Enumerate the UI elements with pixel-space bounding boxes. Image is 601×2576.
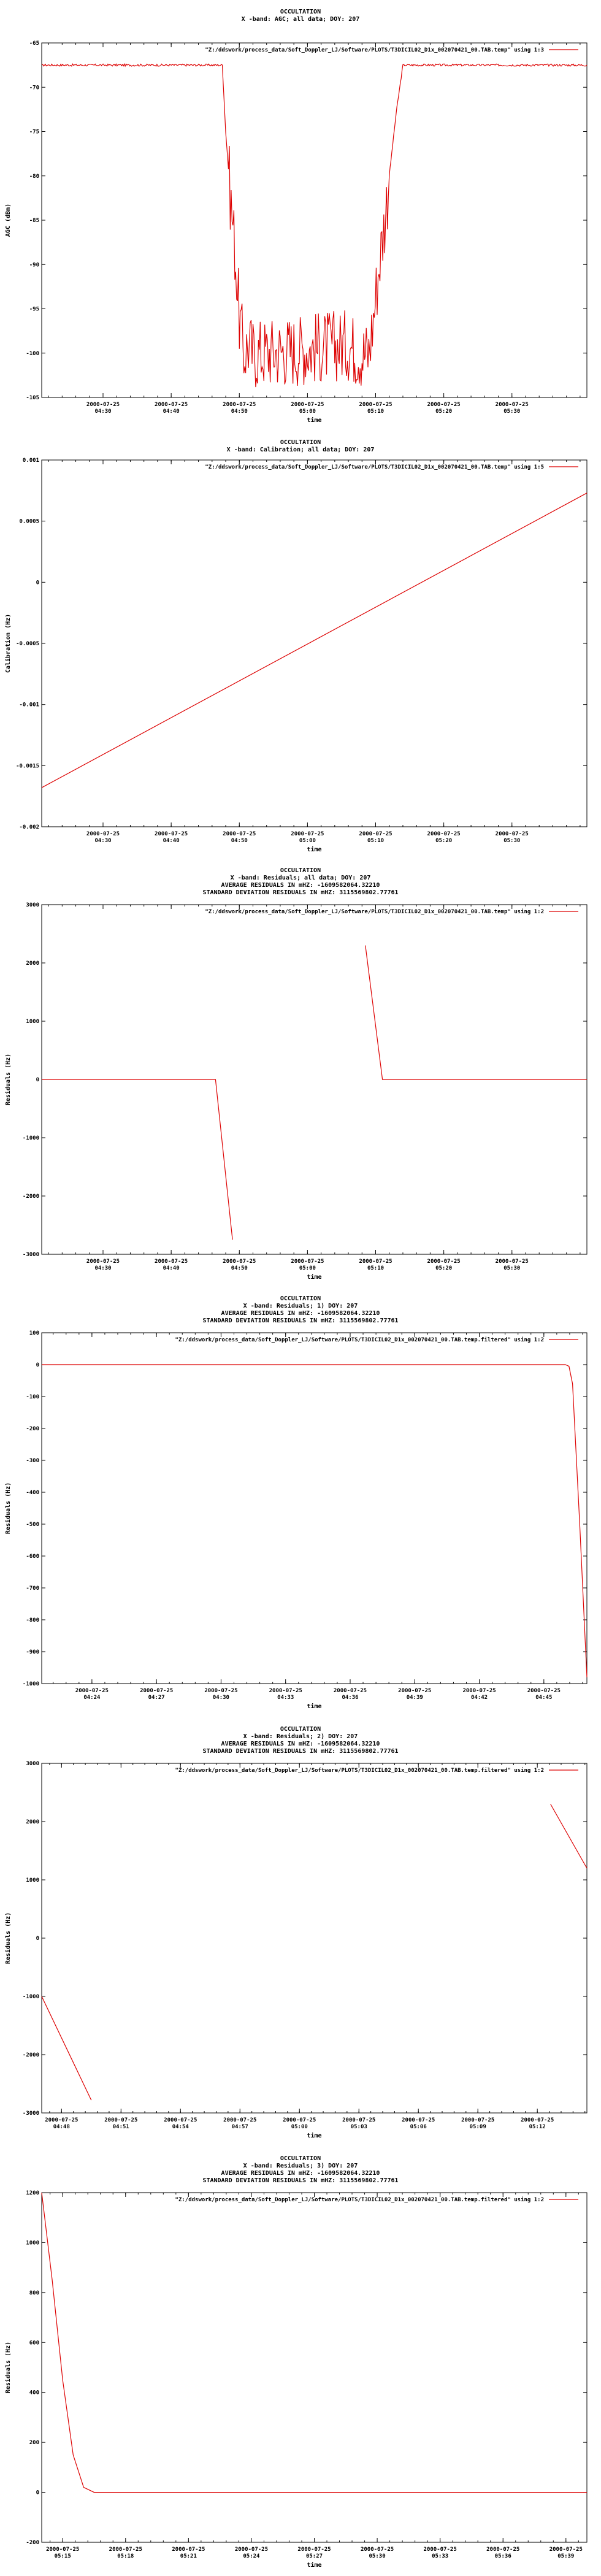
chart-subtitle: X -band: Residuals; 3) DOY: 207 (243, 2163, 358, 2169)
x-tick-time: 05:10 (367, 1265, 385, 1271)
x-tick-date: 2000-07-25 (155, 402, 188, 408)
x-tick-time: 04:24 (83, 1695, 101, 1701)
chart-title: OCCULTATION (280, 439, 321, 446)
x-tick-date: 2000-07-25 (155, 1259, 188, 1265)
x-tick-date: 2000-07-25 (172, 2547, 205, 2553)
y-tick-label: -3000 (22, 2110, 39, 2117)
x-tick-date: 2000-07-25 (527, 1688, 561, 1694)
x-tick-time: 05:00 (299, 408, 316, 415)
x-tick-time: 04:57 (231, 2124, 248, 2130)
y-tick-label: -800 (26, 1617, 39, 1623)
y-tick-label: -85 (29, 218, 39, 224)
chart-subtitle: AVERAGE RESIDUALS IN mHZ: -1609582064.32210 (221, 882, 380, 889)
series-line (42, 1996, 91, 2100)
x-tick-time: 05:10 (367, 838, 385, 844)
chart-panel-5 (4, 1726, 587, 2139)
legend-label: "Z:/ddswork/process_data/Soft_Doppler_LJ/Software/PLOTS/T3DICIL02_D1x_002070421_00.TAB.temp" using 1:2 (205, 909, 544, 915)
y-tick-label: 0 (36, 2490, 39, 2496)
series-line (42, 493, 587, 788)
y-tick-label: 1000 (26, 1877, 39, 1884)
y-tick-label: -2000 (22, 1194, 39, 1200)
x-tick-date: 2000-07-25 (398, 1688, 432, 1694)
x-tick-time: 05:20 (435, 1265, 453, 1271)
x-tick-time: 05:20 (435, 408, 453, 415)
chart-subtitle: AVERAGE RESIDUALS IN mHZ: -1609582064.32210 (221, 1741, 380, 1747)
y-tick-label: -105 (26, 395, 39, 401)
chart-subtitle: AVERAGE RESIDUALS IN mHZ: -1609582064.32210 (221, 1310, 380, 1317)
x-tick-time: 05:21 (180, 2553, 197, 2559)
x-tick-time: 05:12 (529, 2124, 546, 2130)
x-tick-date: 2000-07-25 (291, 831, 324, 837)
x-tick-date: 2000-07-25 (269, 1688, 302, 1694)
y-tick-label: -1000 (22, 1681, 39, 1687)
y-tick-label: 200 (29, 2440, 39, 2447)
x-tick-time: 05:30 (503, 838, 521, 844)
x-tick-time: 05:15 (54, 2553, 71, 2559)
y-tick-label: 100 (29, 1330, 39, 1336)
y-tick-label: -75 (29, 129, 39, 136)
chart-title: OCCULTATION (280, 2155, 321, 2162)
chart-panel-1 (5, 9, 587, 424)
y-tick-label: 400 (29, 2390, 39, 2396)
y-tick-label: -100 (26, 350, 39, 357)
x-tick-time: 04:42 (470, 1695, 488, 1701)
x-tick-time: 04:48 (53, 2124, 70, 2130)
y-axis-label: Residuals (Hz) (5, 1912, 12, 1965)
plot-frame (42, 1333, 587, 1684)
y-tick-label: -400 (26, 1490, 39, 1496)
x-tick-time: 05:06 (410, 2124, 427, 2130)
x-tick-date: 2000-07-25 (291, 1259, 324, 1265)
x-tick-date: 2000-07-25 (359, 402, 392, 408)
x-tick-date: 2000-07-25 (359, 1259, 392, 1265)
x-tick-time: 05:30 (503, 408, 521, 415)
series-line (366, 946, 587, 1080)
x-tick-time: 04:50 (231, 408, 248, 415)
y-tick-label: -1000 (22, 1135, 39, 1141)
y-tick-label: -0.0015 (16, 763, 39, 770)
chart-subtitle: STANDARD DEVIATION RESIDUALS IN mHZ: 3115569802.77761 (202, 889, 399, 896)
legend-label: "Z:/ddswork/process_data/Soft_Doppler_LJ/Software/PLOTS/T3DICIL02_D1x_002070421_00.TAB.temp.filtered" using 1:2 (175, 2197, 544, 2203)
x-tick-time: 04:40 (163, 838, 180, 844)
x-tick-time: 05:10 (367, 408, 385, 415)
plot-frame (42, 460, 587, 827)
x-tick-time: 05:18 (117, 2553, 134, 2559)
y-tick-label: -100 (26, 1394, 39, 1400)
x-tick-date: 2000-07-25 (283, 2117, 316, 2123)
x-tick-time: 04:50 (231, 1265, 248, 1271)
y-axis-label: Residuals (Hz) (5, 2341, 12, 2394)
y-tick-label: -600 (26, 1554, 39, 1560)
x-tick-date: 2000-07-25 (549, 2547, 583, 2553)
series-line (42, 2193, 587, 2493)
series-line (551, 1804, 587, 1869)
x-tick-time: 05:03 (350, 2124, 367, 2130)
x-tick-time: 04:54 (172, 2124, 189, 2130)
x-tick-time: 04:40 (163, 1265, 180, 1271)
y-tick-label: 1000 (26, 1019, 39, 1025)
y-tick-label: -0.002 (19, 824, 39, 830)
y-tick-label: 0 (36, 1936, 39, 1942)
x-tick-time: 05:30 (503, 1265, 521, 1271)
x-tick-date: 2000-07-25 (297, 2547, 331, 2553)
y-tick-label: 0.001 (22, 458, 39, 464)
x-tick-time: 04:36 (342, 1695, 359, 1701)
y-tick-label: 600 (29, 2340, 39, 2347)
x-tick-time: 05:09 (469, 2124, 486, 2130)
x-tick-date: 2000-07-25 (427, 831, 461, 837)
x-tick-time: 04:33 (277, 1695, 294, 1701)
x-tick-date: 2000-07-25 (46, 2547, 80, 2553)
x-tick-date: 2000-07-25 (140, 1688, 174, 1694)
x-tick-date: 2000-07-25 (223, 2117, 257, 2123)
x-tick-date: 2000-07-25 (333, 1688, 367, 1694)
x-tick-date: 2000-07-25 (402, 2117, 435, 2123)
chart-subtitle: X -band: Calibration; all data; DOY: 207 (226, 447, 375, 453)
x-tick-time: 05:39 (557, 2553, 575, 2559)
x-tick-date: 2000-07-25 (86, 402, 120, 408)
y-tick-label: -200 (26, 2540, 39, 2546)
x-tick-date: 2000-07-25 (104, 2117, 138, 2123)
x-tick-time: 04:39 (406, 1695, 423, 1701)
y-tick-label: 1000 (26, 2240, 39, 2247)
x-tick-date: 2000-07-25 (495, 831, 529, 837)
x-tick-time: 05:00 (291, 2124, 308, 2130)
x-tick-time: 05:00 (299, 838, 316, 844)
y-axis-label: Residuals (Hz) (5, 1053, 12, 1106)
y-tick-label: -300 (26, 1458, 39, 1464)
y-axis-label: Residuals (Hz) (5, 1482, 12, 1535)
chart-title: OCCULTATION (280, 1295, 321, 1302)
x-tick-date: 2000-07-25 (86, 831, 120, 837)
x-tick-time: 05:00 (299, 1265, 316, 1271)
x-tick-date: 2000-07-25 (75, 1688, 109, 1694)
chart-title: OCCULTATION (280, 9, 321, 15)
chart-panel-6 (4, 2155, 587, 2569)
plot-frame (42, 2193, 587, 2542)
x-tick-date: 2000-07-25 (427, 1259, 461, 1265)
series-line (42, 64, 587, 387)
x-tick-date: 2000-07-25 (427, 402, 461, 408)
y-tick-label: 2000 (26, 960, 39, 967)
y-tick-label: -1000 (22, 1994, 39, 2000)
y-axis-label: Calibration (Hz) (5, 613, 12, 673)
x-tick-time: 04:51 (112, 2124, 129, 2130)
x-tick-date: 2000-07-25 (360, 2547, 394, 2553)
x-tick-time: 04:50 (231, 838, 248, 844)
y-tick-label: 1200 (26, 2190, 39, 2196)
y-tick-label: 0 (36, 580, 39, 586)
x-axis-label: time (307, 1274, 322, 1281)
plot-frame (42, 1763, 587, 2113)
x-tick-time: 04:30 (94, 408, 112, 415)
y-tick-label: -500 (26, 1522, 39, 1528)
x-tick-date: 2000-07-25 (223, 402, 256, 408)
legend-label: "Z:/ddswork/process_data/Soft_Doppler_LJ/Software/PLOTS/T3DICIL02_D1x_002070421_00.TAB.temp" using 1:3 (205, 47, 544, 53)
x-tick-time: 04:45 (535, 1695, 553, 1701)
x-tick-time: 05:20 (435, 838, 453, 844)
x-tick-time: 05:27 (305, 2553, 323, 2559)
y-tick-label: 3000 (26, 1761, 39, 1767)
x-tick-date: 2000-07-25 (462, 1688, 496, 1694)
chart-panel-4 (4, 1295, 587, 1710)
x-tick-time: 05:24 (243, 2553, 260, 2559)
x-tick-date: 2000-07-25 (223, 831, 256, 837)
chart-subtitle: X -band: Residuals; all data; DOY: 207 (230, 875, 371, 881)
chart-subtitle: AVERAGE RESIDUALS IN mHZ: -1609582064.32210 (221, 2170, 380, 2177)
legend-label: "Z:/ddswork/process_data/Soft_Doppler_LJ/Software/PLOTS/T3DICIL02_D1x_002070421_00.TAB.temp.filtered" using 1:2 (175, 1337, 544, 1343)
x-tick-time: 05:33 (432, 2553, 449, 2559)
y-tick-label: -700 (26, 1585, 39, 1592)
x-tick-date: 2000-07-25 (486, 2547, 520, 2553)
x-tick-time: 04:30 (94, 838, 112, 844)
chart-subtitle: X -band: AGC; all data; DOY: 207 (241, 16, 360, 23)
x-tick-time: 04:40 (163, 408, 180, 415)
x-tick-date: 2000-07-25 (234, 2547, 269, 2553)
chart-panel-2 (4, 439, 587, 853)
x-tick-date: 2000-07-25 (291, 402, 324, 408)
x-tick-time: 04:30 (212, 1695, 229, 1701)
x-tick-date: 2000-07-25 (495, 1259, 529, 1265)
y-tick-label: -2000 (22, 2052, 39, 2058)
x-tick-date: 2000-07-25 (223, 1259, 256, 1265)
y-tick-label: 2000 (26, 1819, 39, 1825)
x-tick-date: 2000-07-25 (164, 2117, 197, 2123)
x-tick-date: 2000-07-25 (495, 402, 529, 408)
y-tick-label: -80 (29, 173, 39, 180)
x-axis-label: time (307, 417, 322, 424)
chart-title: OCCULTATION (280, 1726, 321, 1733)
y-tick-label: 0.0005 (19, 518, 39, 525)
x-axis-label: time (307, 846, 322, 853)
x-tick-time: 04:27 (148, 1695, 165, 1701)
chart-subtitle: X -band: Residuals; 1) DOY: 207 (243, 1303, 358, 1309)
y-tick-label: -70 (29, 85, 39, 91)
x-tick-date: 2000-07-25 (461, 2117, 495, 2123)
legend-label: "Z:/ddswork/process_data/Soft_Doppler_LJ/Software/PLOTS/T3DICIL02_D1x_002070421_00.TAB.temp.filtered" using 1:2 (175, 1768, 544, 1774)
series-line (42, 1365, 587, 1677)
y-tick-label: -200 (26, 1426, 39, 1432)
x-tick-time: 04:30 (94, 1265, 112, 1271)
x-tick-date: 2000-07-25 (109, 2547, 142, 2553)
plot-frame (42, 43, 587, 397)
y-tick-label: 0 (36, 1077, 39, 1083)
y-tick-label: -95 (29, 306, 39, 313)
x-tick-date: 2000-07-25 (359, 831, 392, 837)
x-tick-date: 2000-07-25 (155, 831, 188, 837)
y-axis-label: AGC (dBm) (5, 203, 12, 237)
y-tick-label: 800 (29, 2290, 39, 2296)
y-tick-label: -900 (26, 1649, 39, 1655)
chart-subtitle: X -band: Residuals; 2) DOY: 207 (243, 1733, 358, 1740)
x-axis-label: time (307, 1703, 322, 1710)
chart-subtitle: STANDARD DEVIATION RESIDUALS IN mHZ: 3115569802.77761 (202, 2177, 399, 2184)
legend-label: "Z:/ddswork/process_data/Soft_Doppler_LJ/Software/PLOTS/T3DICIL02_D1x_002070421_00.TAB.temp" using 1:5 (205, 464, 544, 470)
x-tick-date: 2000-07-25 (423, 2547, 457, 2553)
chart-subtitle: STANDARD DEVIATION RESIDUALS IN mHZ: 3115569802.77761 (202, 1317, 399, 1324)
y-tick-label: -0.001 (19, 702, 39, 708)
y-tick-label: -90 (29, 262, 39, 269)
y-tick-label: -0.0005 (16, 641, 39, 647)
series-line (42, 1079, 232, 1240)
x-axis-label: time (307, 2133, 322, 2139)
x-tick-date: 2000-07-25 (521, 2117, 554, 2123)
y-tick-label: -3000 (22, 1252, 39, 1258)
x-tick-date: 2000-07-25 (204, 1688, 238, 1694)
x-tick-date: 2000-07-25 (86, 1259, 120, 1265)
x-tick-time: 05:36 (494, 2553, 511, 2559)
chart-panel-3 (4, 867, 587, 1281)
chart-subtitle: STANDARD DEVIATION RESIDUALS IN mHZ: 3115569802.77761 (202, 1748, 399, 1755)
y-tick-label: -65 (29, 40, 39, 47)
x-tick-date: 2000-07-25 (342, 2117, 376, 2123)
y-tick-label: 3000 (26, 902, 39, 908)
x-axis-label: time (307, 2562, 322, 2569)
x-tick-time: 05:30 (369, 2553, 386, 2559)
chart-title: OCCULTATION (280, 867, 321, 874)
x-tick-date: 2000-07-25 (45, 2117, 78, 2123)
y-tick-label: 0 (36, 1362, 39, 1368)
